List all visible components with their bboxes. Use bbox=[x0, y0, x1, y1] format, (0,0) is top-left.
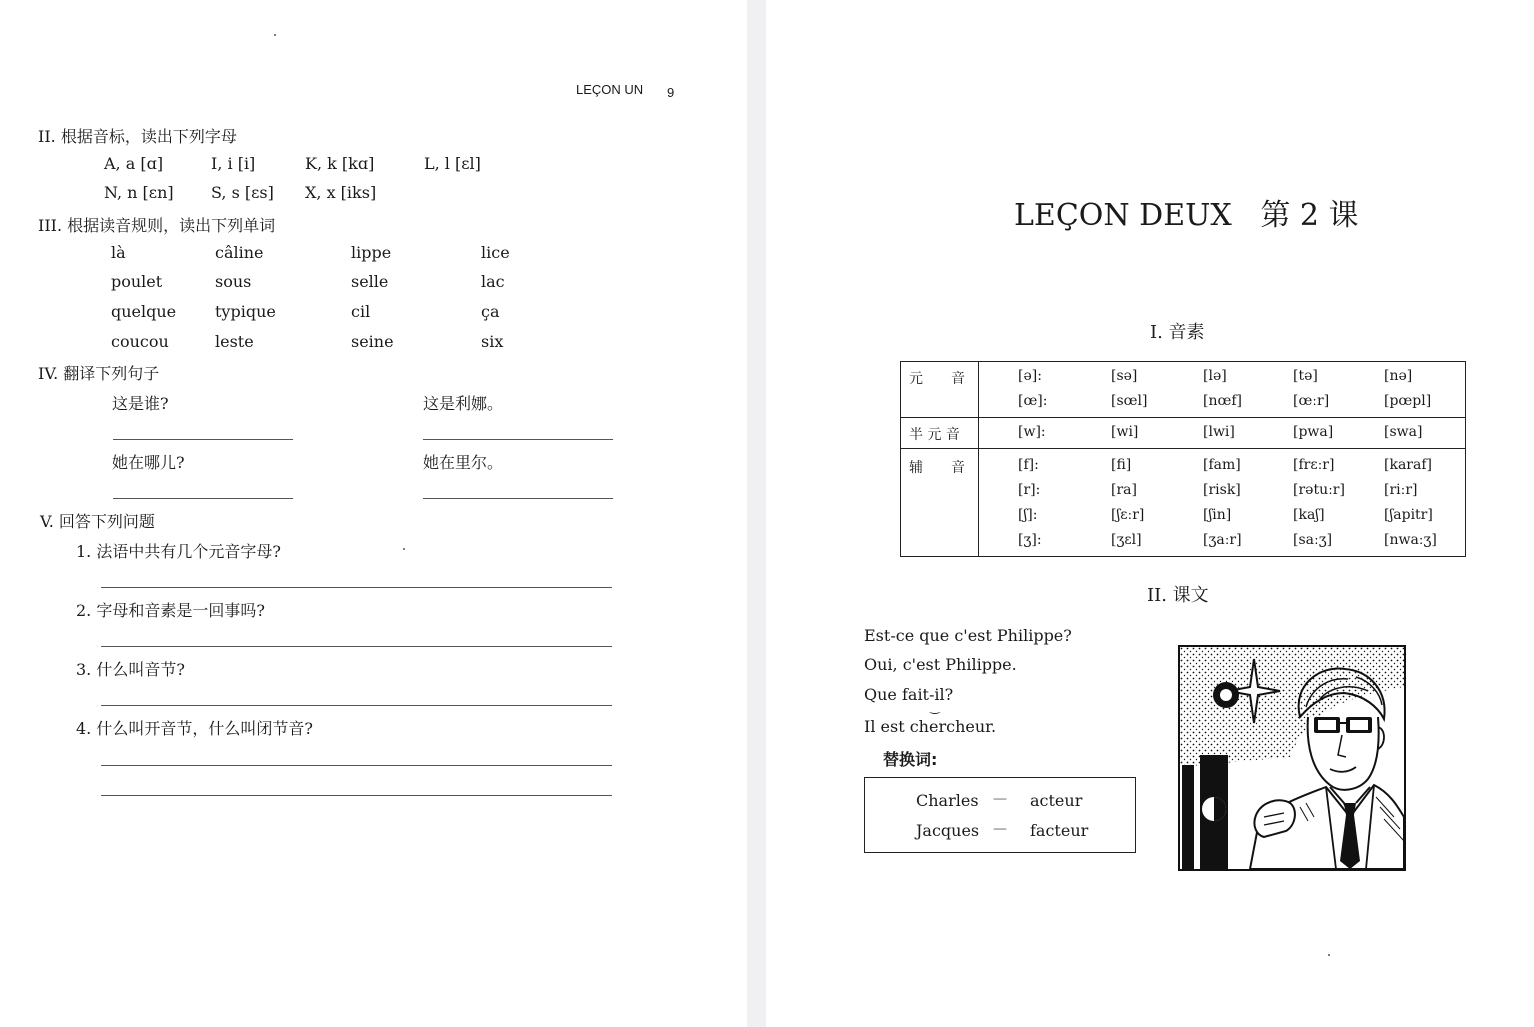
word-item: lippe bbox=[351, 243, 392, 262]
phoneme-cell: [ʃ]: bbox=[1018, 507, 1038, 523]
row-label-consonant: 辅 音 bbox=[909, 460, 965, 476]
substitution-box bbox=[864, 777, 1136, 853]
text-line: Que fait-il? bbox=[864, 685, 954, 704]
substitution-dash: — bbox=[993, 791, 1007, 807]
answer-line bbox=[101, 587, 612, 588]
phoneme-cell: [rətuːr] bbox=[1293, 482, 1345, 498]
letter-item: N, n [ɛn] bbox=[104, 183, 174, 202]
answer-line bbox=[423, 498, 613, 499]
section-4-heading: IV. 翻译下列句子 bbox=[38, 364, 160, 383]
phoneme-cell: [sœl] bbox=[1111, 393, 1148, 409]
word-item: câline bbox=[215, 243, 264, 262]
word-item: quelque bbox=[111, 302, 177, 321]
letter-item: K, k [kɑ] bbox=[305, 154, 375, 173]
phoneme-cell: [nə] bbox=[1384, 368, 1413, 384]
phoneme-table bbox=[900, 361, 1466, 557]
question-item: 2. 字母和音素是一回事吗? bbox=[76, 601, 265, 620]
phoneme-cell: [fi] bbox=[1111, 457, 1132, 473]
sentence-item: 这是利娜。 bbox=[423, 394, 504, 413]
print-speck bbox=[403, 548, 405, 550]
word-item: cil bbox=[351, 302, 371, 321]
phoneme-cell: [r]: bbox=[1018, 482, 1041, 498]
answer-line bbox=[101, 765, 612, 766]
sentence-item: 这是谁? bbox=[112, 394, 169, 413]
scientist-portrait-illustration bbox=[1178, 645, 1406, 871]
left-page bbox=[0, 0, 747, 1027]
table-divider bbox=[978, 362, 979, 556]
substitution-name: Charles bbox=[916, 791, 979, 810]
phoneme-cell: [riːr] bbox=[1384, 482, 1418, 498]
section-1-heading: I. 音素 bbox=[1150, 322, 1205, 343]
phoneme-cell: [ʃapitr] bbox=[1384, 507, 1433, 523]
word-item: poulet bbox=[111, 272, 163, 291]
text-line: Il est chercheur. bbox=[864, 717, 997, 736]
phoneme-cell: [saːʒ] bbox=[1293, 532, 1333, 548]
phoneme-cell: [pœpl] bbox=[1384, 393, 1432, 409]
phoneme-cell: [f]: bbox=[1018, 457, 1039, 473]
word-item: six bbox=[481, 332, 504, 351]
question-item: 1. 法语中共有几个元音字母? bbox=[76, 542, 281, 561]
answer-line bbox=[101, 646, 612, 647]
lesson-title: LEÇON DEUX 第 2 课 bbox=[1014, 198, 1359, 233]
running-header: LEÇON UN bbox=[576, 82, 644, 97]
answer-line bbox=[101, 795, 612, 796]
section-2-heading: II. 课文 bbox=[1147, 585, 1209, 606]
letter-item: L, l [ɛl] bbox=[424, 154, 481, 173]
phoneme-cell: [œːr] bbox=[1293, 393, 1330, 409]
letter-item: S, s [ɛs] bbox=[211, 183, 274, 202]
letter-item: I, i [i] bbox=[211, 154, 256, 173]
phoneme-cell: [sə] bbox=[1111, 368, 1138, 384]
phoneme-cell: [swa] bbox=[1384, 424, 1423, 440]
text-line: Est-ce que c'est Philippe? bbox=[864, 626, 1072, 645]
table-divider bbox=[901, 448, 1465, 449]
answer-line bbox=[113, 498, 293, 499]
print-speck bbox=[274, 34, 276, 36]
phoneme-cell: [ʒaːr] bbox=[1203, 532, 1242, 548]
word-item: coucou bbox=[111, 332, 169, 351]
phoneme-cell: [œ]: bbox=[1018, 393, 1048, 409]
phoneme-cell: [ʒɛl] bbox=[1111, 532, 1142, 548]
word-item: seine bbox=[351, 332, 394, 351]
answer-line bbox=[113, 439, 293, 440]
phoneme-cell: [pwa] bbox=[1293, 424, 1334, 440]
word-item: selle bbox=[351, 272, 389, 291]
word-item: lac bbox=[481, 272, 505, 291]
phoneme-cell: [lə] bbox=[1203, 368, 1227, 384]
phoneme-cell: [fam] bbox=[1203, 457, 1241, 473]
liaison-mark: ‿ bbox=[930, 700, 940, 714]
row-label-vowel: 元 音 bbox=[909, 371, 965, 387]
word-item: lice bbox=[481, 243, 510, 262]
letter-item: X, x [iks] bbox=[305, 183, 377, 202]
section-5-heading: V. 回答下列问题 bbox=[40, 512, 155, 531]
phoneme-cell: [tə] bbox=[1293, 368, 1318, 384]
answer-line bbox=[423, 439, 613, 440]
sentence-item: 她在里尔。 bbox=[423, 453, 504, 472]
phoneme-cell: [lwi] bbox=[1203, 424, 1235, 440]
phoneme-cell: [ʃin] bbox=[1203, 507, 1232, 523]
phoneme-cell: [ə]: bbox=[1018, 368, 1042, 384]
word-item: ça bbox=[481, 302, 500, 321]
substitution-job: facteur bbox=[1030, 821, 1089, 840]
substitution-dash: — bbox=[993, 821, 1007, 837]
substitution-label: 替换词: bbox=[883, 750, 938, 769]
phoneme-cell: [ʃɛːr] bbox=[1111, 507, 1145, 523]
phoneme-cell: [karaf] bbox=[1384, 457, 1432, 473]
table-divider bbox=[901, 417, 1465, 418]
row-label-semivowel: 半 元 音 bbox=[909, 427, 960, 443]
letter-item: A, a [ɑ] bbox=[104, 154, 164, 173]
page-number: 9 bbox=[667, 85, 675, 100]
question-item: 4. 什么叫开音节，什么叫闭节音? bbox=[76, 719, 313, 738]
phoneme-cell: [nwaːʒ] bbox=[1384, 532, 1437, 548]
word-item: leste bbox=[215, 332, 254, 351]
phoneme-cell: [wi] bbox=[1111, 424, 1139, 440]
word-item: typique bbox=[215, 302, 276, 321]
phoneme-cell: [risk] bbox=[1203, 482, 1241, 498]
substitution-job: acteur bbox=[1030, 791, 1083, 810]
phoneme-cell: [ʒ]: bbox=[1018, 532, 1042, 548]
sentence-item: 她在哪儿? bbox=[112, 453, 185, 472]
phoneme-cell: [nœf] bbox=[1203, 393, 1242, 409]
phoneme-cell: [kaʃ] bbox=[1293, 507, 1325, 523]
substitution-name: Jacques bbox=[916, 821, 980, 840]
question-item: 3. 什么叫音节? bbox=[76, 660, 185, 679]
answer-line bbox=[101, 705, 612, 706]
right-page bbox=[766, 0, 1534, 1027]
print-speck bbox=[1328, 954, 1330, 956]
phoneme-cell: [w]: bbox=[1018, 424, 1046, 440]
phoneme-cell: [frɛːr] bbox=[1293, 457, 1335, 473]
word-item: sous bbox=[215, 272, 252, 291]
illustration-drawing bbox=[1180, 647, 1404, 869]
word-item: là bbox=[111, 243, 126, 262]
section-2-heading: II. 根据音标，读出下列字母 bbox=[38, 127, 237, 146]
section-3-heading: III. 根据读音规则，读出下列单词 bbox=[38, 216, 276, 235]
text-line: Oui, c'est Philippe. bbox=[864, 655, 1017, 674]
phoneme-cell: [ra] bbox=[1111, 482, 1137, 498]
